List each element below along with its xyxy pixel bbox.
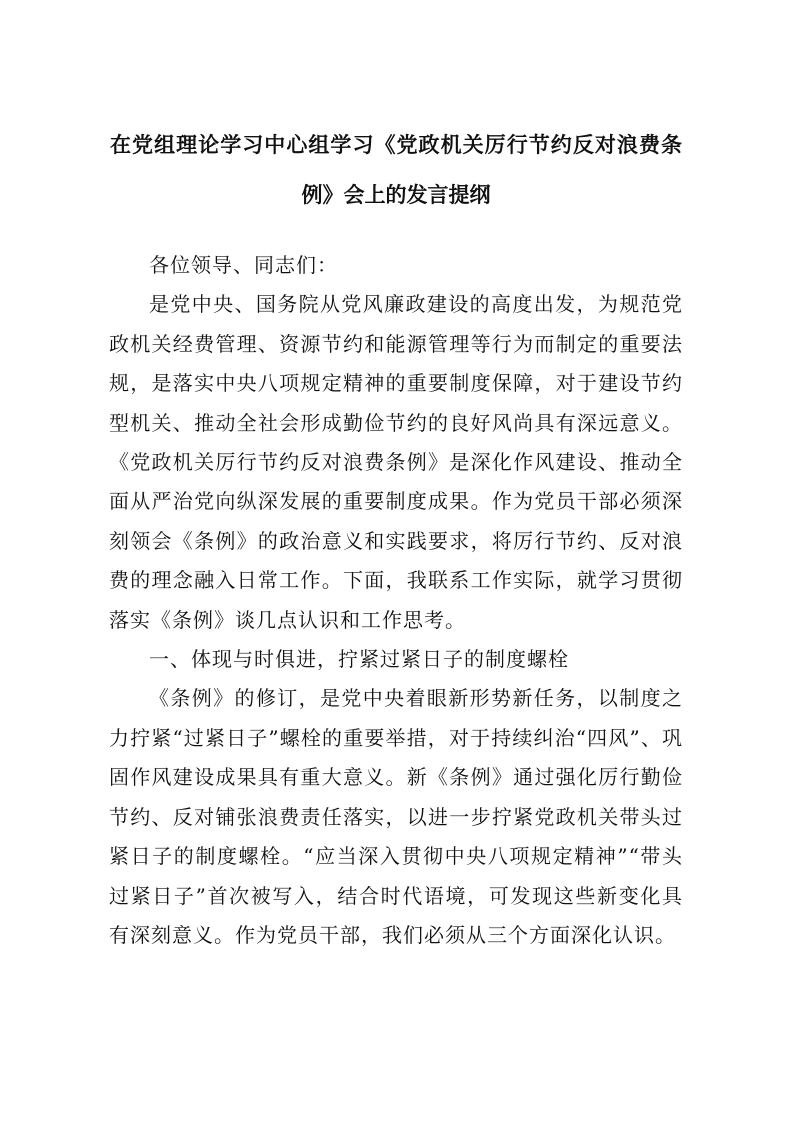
intro-paragraph: 是党中央、国务院从党风廉政建设的高度出发，为规范党政机关经费管理、资源节约和能源管理等行为而制定的重要法规，是落实中央八项规定精神的重要制度保障，对于建设节约型机关、推动全社会形成勤俭节约的良好风尚具有深远意义。《党政机关厉行节约反对浪费条例》是深化作风建设、推动全面从严治党向纵深发展的重要制度成果。作为党员干部必须深刻领会《条例》的政治意义和实践要求，将厉行节约、反对浪费的理念融入日常工作。下面，我联系工作实际，就学习贯彻落实《条例》谈几点认识和工作思考。 bbox=[109, 292, 683, 632]
salutation-paragraph: 各位领导、同志们： bbox=[149, 253, 338, 277]
document-body bbox=[109, 246, 683, 955]
section-heading: 一、体现与时俱进，拧紧过紧日子的制度螺栓 bbox=[149, 647, 569, 672]
section-paragraph: 《条例》的修订，是党中央着眼新形势新任务，以制度之力拧紧“过紧日子”螺栓的重要举措，对于持续纠治“四风”、巩固作风建设成果具有重大意义。新《条例》通过强化厉行勤俭节约、反对铺张浪费责任落实，以进一步拧紧党政机关带头过紧日子的制度螺栓。“应当深入贯彻中央八项规定精神”“带头过紧日子”首次被写入，结合时代语境，可发现这些新变化具有深刻意义。作为党员干部，我们必须从三个方面深化认识。 bbox=[109, 686, 683, 947]
document-title-line-1: 在党组理论学习中心组学习《党政机关厉行节约反对浪费条 bbox=[110, 133, 682, 157]
document-title-line-2: 例》会上的发言提纲 bbox=[301, 183, 491, 207]
